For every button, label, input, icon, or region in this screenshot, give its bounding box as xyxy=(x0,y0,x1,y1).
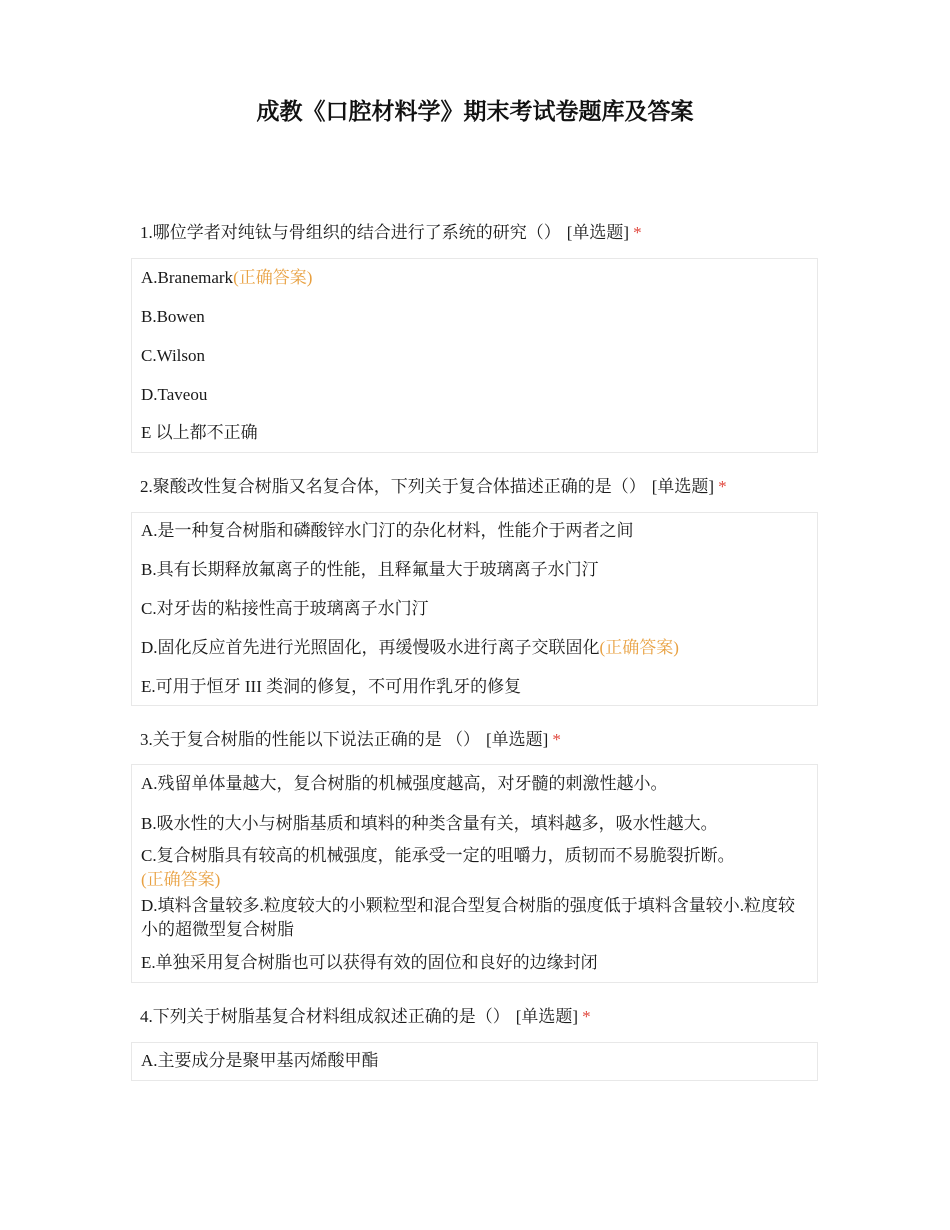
question-text: 1.哪位学者对纯钛与骨组织的结合进行了系统的研究（） xyxy=(140,223,561,242)
option-text: B.吸水性的大小与树脂基质和填料的种类含量有关，填料越多，吸水性越大。 xyxy=(141,814,718,833)
option-text: A.残留单体量越大，复合树脂的机械强度越高，对牙髓的刺激性越小。 xyxy=(141,774,668,793)
option-2-e[interactable] xyxy=(141,675,809,699)
option-text: B.具有长期释放氟离子的性能，且释氟量大于玻璃离子水门汀 xyxy=(141,560,599,579)
option-2-c[interactable] xyxy=(141,597,809,621)
option-text: A.是一种复合树脂和磷酸锌水门汀的杂化材料，性能介于两者之间 xyxy=(141,521,634,540)
option-3-d[interactable] xyxy=(141,894,809,942)
page-title: 成教《口腔材料学》期末考试卷题库及答案 xyxy=(256,99,694,125)
option-1-d[interactable] xyxy=(141,383,809,407)
correct-answer-tag: (正确答案) xyxy=(233,268,313,287)
option-text: D.Taveou xyxy=(141,385,208,404)
option-1-b[interactable] xyxy=(141,305,809,329)
question-text: 4.下列关于树脂基复合材料组成叙述正确的是（） xyxy=(140,1007,510,1026)
option-text: A.Branemark xyxy=(141,268,234,287)
option-text: C.复合树脂具有较高的机械强度，能承受一定的咀嚼力，质韧而不易脆裂折断。 xyxy=(141,846,735,865)
question-type-label: [单选题] xyxy=(651,477,715,496)
option-text: C.Wilson xyxy=(141,346,206,365)
question-2-options xyxy=(131,512,818,706)
question-1-stem xyxy=(140,222,820,244)
question-text: 3.关于复合树脂的性能以下说法正确的是 （） xyxy=(140,730,480,749)
option-text: E 以上都不正确 xyxy=(141,423,258,442)
option-text: C.对牙齿的粘接性高于玻璃离子水门汀 xyxy=(141,599,429,618)
required-mark: * xyxy=(582,1007,591,1026)
option-1-e[interactable] xyxy=(141,421,809,445)
option-text: A.主要成分是聚甲基丙烯酸甲酯 xyxy=(141,1051,379,1070)
question-4-stem xyxy=(140,1006,820,1028)
option-2-a[interactable] xyxy=(141,519,809,543)
option-2-b[interactable] xyxy=(141,558,809,582)
option-text: E.单独采用复合树脂也可以获得有效的固位和良好的边缘封闭 xyxy=(141,953,598,972)
required-mark: * xyxy=(633,223,642,242)
option-text: D.固化反应首先进行光照固化，再缓慢吸水进行离子交联固化 xyxy=(141,638,600,657)
option-3-c[interactable] xyxy=(141,844,809,892)
question-type-label: [单选题] xyxy=(486,730,549,749)
option-1-c[interactable] xyxy=(141,344,809,368)
option-text: B.Bowen xyxy=(141,307,205,326)
required-mark: * xyxy=(718,477,727,496)
question-2-stem xyxy=(140,476,820,498)
question-4-options xyxy=(131,1042,818,1081)
option-3-a[interactable] xyxy=(141,772,809,796)
question-1-options xyxy=(131,258,818,453)
option-text: D.填料含量较多.粒度较大的小颗粒型和混合型复合树脂的强度低于填料含量较小.粒度较小的超微型复合树脂 xyxy=(141,896,796,939)
option-text: E.可用于恒牙 III 类洞的修复，不可用作乳牙的修复 xyxy=(141,677,522,696)
correct-answer-tag: (正确答案) xyxy=(141,870,221,889)
option-3-e[interactable] xyxy=(141,951,809,975)
question-3-options xyxy=(131,764,818,983)
option-3-b[interactable] xyxy=(141,812,809,836)
question-3-stem xyxy=(140,729,820,751)
required-mark: * xyxy=(552,730,561,749)
option-1-a[interactable] xyxy=(141,266,809,290)
question-type-label: [单选题] xyxy=(515,1007,579,1026)
question-type-label: [单选题] xyxy=(566,223,630,242)
option-4-a[interactable] xyxy=(141,1049,809,1073)
correct-answer-tag: (正确答案) xyxy=(599,638,679,657)
question-text: 2.聚酸改性复合树脂又名复合体，下列关于复合体描述正确的是（） xyxy=(140,477,646,496)
option-2-d[interactable] xyxy=(141,636,809,660)
